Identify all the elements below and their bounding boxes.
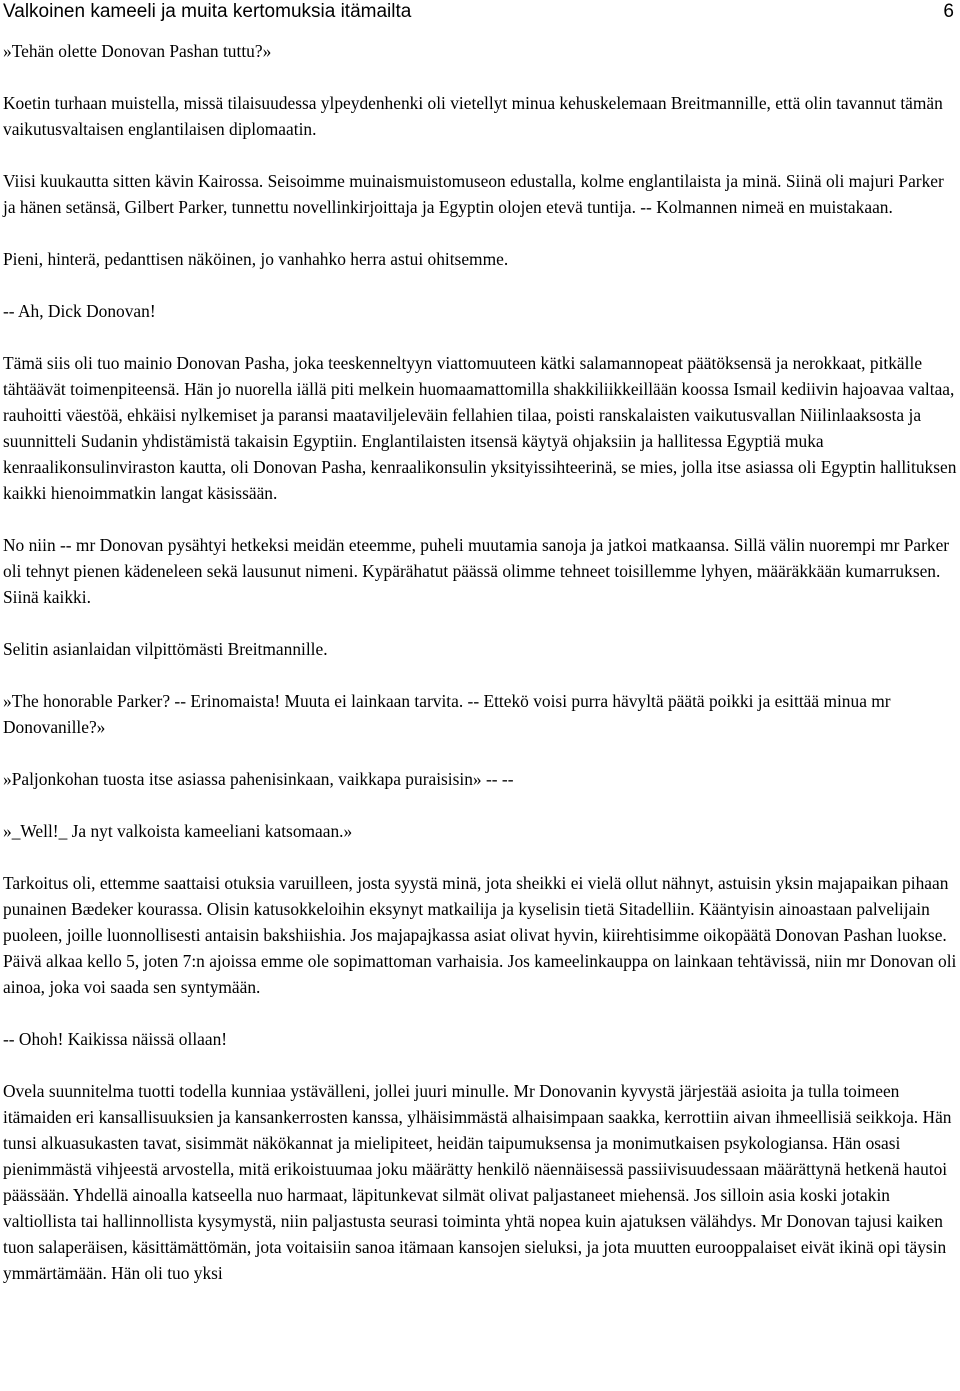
book-title: Valkoinen kameeli ja muita kertomuksia itämailta bbox=[3, 1, 412, 22]
paragraph: -- Ohoh! Kaikissa näissä ollaan! bbox=[3, 1029, 228, 1049]
page-number: 6 bbox=[943, 1, 954, 22]
paragraph: »Paljonkohan tuosta itse asiassa pahenisinkaan, vaikkapa puraisisin» -- -- bbox=[3, 769, 514, 789]
page-header bbox=[3, 0, 954, 24]
paragraph: »Tehän olette Donovan Pashan tuttu?» bbox=[3, 41, 272, 61]
paragraph: Viisi kuukautta sitten kävin Kairossa. Seisoimme muinaismuistomuseon edustalla, kolme englantilaista ja minä. Siinä oli majuri Parker ja hänen setänsä, Gilbert Parker, tunnettu novellinkirjoittaja ja Egyptin olojen etevä tuntija. -- Kolmannen nimeä en muistakaan. bbox=[3, 171, 944, 217]
paragraph: Tämä siis oli tuo mainio Donovan Pasha, joka teeskenneltyyn viattomuuteen kätki salamannopeat päätöksensä ja nerokkaat, pitkälle tähtäävät toimenpiteensä. Hän jo nuorella iällä piti melkein huomaamattomilla shakkiliikkeillään koossa Ismail kediivin hajoavaa valtaa, rauhoitti väestöä, ehkäisi nylkemiset ja paransi maataviljeleväin fellahien tilaa, poisti ranskalaisten vaikutusvallan Niilinlaaksosta ja suunnitteli Sudanin yhdistämistä takaisin Egyptiin. Englantilaisten itsensä käytyä ohjaksiin ja hallitessa Egyptiä muka kenraalikonsulinviraston kautta, oli Donovan Pasha, kenraalikonsulin yksityissihteerinä, se mies, jolla itse asiassa oli Egyptin hallituksen kaikki hienoimmatkin langat käsissään. bbox=[3, 353, 957, 503]
paragraph: »The honorable Parker? -- Erinomaista! Muuta ei lainkaan tarvita. -- Ettekö voisi purra hävyltä päätä poikki ja esittää minua mr Donovanille?» bbox=[3, 691, 891, 737]
paragraph: Pieni, hinterä, pedanttisen näköinen, jo vanhahko herra astui ohitsemme. bbox=[3, 249, 509, 269]
paragraph: No niin -- mr Donovan pysähtyi hetkeksi meidän eteemme, puheli muutamia sanoja ja jatkoi matkaansa. Sillä välin nuorempi mr Parker oli tehnyt pienen kädeneleen sekä lausunut nimeni. Kypärähatut päässä olimme tehneet toisillemme lyhyen, määräkkään kumarruksen. Siinä kaikki. bbox=[3, 535, 950, 607]
paragraph: Tarkoitus oli, ettemme saattaisi otuksia varuilleen, josta syystä minä, jota sheikki ei vielä ollut nähnyt, astuisin yksin majapaikan pihaan punainen Bædeker kourassa. Olisin katusokkeloihin eksynyt matkailija ja kyselisin tietä Sitadelliin. Kääntyisin ainoastaan palvelijain puoleen, joille luonnollisesti antaisin bakshiishia. Jos majapajkassa asiat olivat hyvin, kiirehtisimme oikopäätä Donovan Pashan luokse. Päivä alkaa kello 5, joten 7:n ajoissa emme ole sopimattoman varhaisia. Jos kameelinkauppa on lainkaan tehtävissä, niin mr Donovan oli ainoa, joka voi saada sen syntymään. bbox=[3, 873, 957, 997]
paragraph: »_Well!_ Ja nyt valkoista kameeliani katsomaan.» bbox=[3, 821, 353, 841]
paragraph: -- Ah, Dick Donovan! bbox=[3, 301, 156, 321]
page-body bbox=[3, 38, 959, 1312]
paragraph: Ovela suunnitelma tuotti todella kunniaa ystävälleni, jollei juuri minulle. Mr Donovanin kyvystä järjestää asioita ja tulla toimeen itämaiden eri kansallisuuksien ja kansankerrosten kanssa, ylhäisimmästä alhaisimpaan saakka, kerrottiin aivan ihmeellisiä seikkoja. Hän tunsi alkuasukasten tavat, sisimmät näkökannat ja mielipiteet, heidän taipumuksensa ja monimutkaisen psykologiansa. Hän osasi pienimmästä vihjeestä arvostella, mitä erikoistuumaa joku määrätty henkilö näennäisessä passiivisuudessaan määrättynä hetkenä hautoi päässään. Yhdellä ainoalla katseella nuo harmaat, läpitunkevat silmät olivat paljastaneet miehensä. Jos silloin asia koski jotakin valtiollista tai hallinnollista kysymystä, niin paljastusta seurasi toiminta yhtä nopea kuin ajatuksen välähdys. Mr Donovan tajusi kaiken tuon salaperäisen, käsittämättömän, jota voitaisiin sanoa itämaan kansojen sieluksi, ja jota muutten eurooppalaiset eivät ikinä opi täysin ymmärtämään. Hän oli tuo yksi bbox=[3, 1081, 952, 1283]
paragraph: Koetin turhaan muistella, missä tilaisuudessa ylpeydenhenki oli vietellyt minua kehuskelemaan Breitmannille, että olin tavannut tämän vaikutusvaltaisen englantilaisen diplomaatin. bbox=[3, 93, 943, 139]
paragraph: Selitin asianlaidan vilpittömästi Breitmannille. bbox=[3, 639, 328, 659]
